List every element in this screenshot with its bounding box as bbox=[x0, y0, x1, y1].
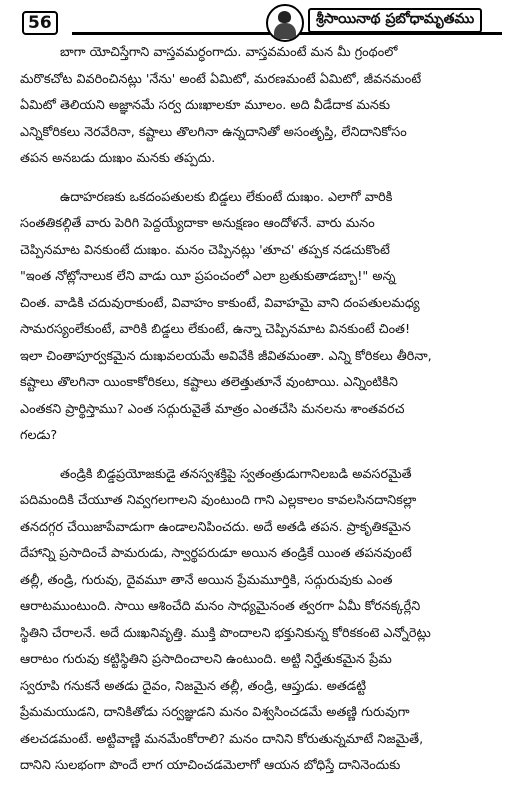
page-header bbox=[8, 6, 510, 36]
text-line: సామరస్యంలేకుంటే, వారికి బిడ్డలు లేకుంటే, ఉన్నా చెప్పినమాట వినకుంటే చింత! bbox=[20, 322, 411, 337]
text-line: గలడు? bbox=[20, 428, 58, 443]
paragraph bbox=[20, 185, 506, 450]
text-line: స్వరూపి గనుకనే అతడు దైవం, నిజమైన తల్లీ, తండ్రి, ఆప్తుడు. అతడట్టి bbox=[20, 678, 367, 694]
text-line: తపన అనబడు దుఃఖం మనకు తప్పదు. bbox=[20, 151, 216, 166]
text-line: మరొకచోట వివరించినట్లు 'నేను' అంటే ఏమిటో, మరణమంటే ఏమిటో, జీవనమంటే bbox=[20, 71, 422, 87]
text-line: చింత. వాడికి చదువురాకుంటే, వివాహం కాకుంటే, వివాహమై వాని దంపతులమధ్య bbox=[20, 295, 420, 311]
running-title: శ్రీసాయినాథ ప్రబోధామృతము bbox=[308, 8, 482, 33]
page-number: 56 bbox=[22, 11, 58, 35]
paragraph bbox=[20, 462, 506, 780]
text-line: దేహాన్ని ప్రసాదించే పామరుడు, స్వార్థపరుడూ అయిన తండ్రికే యింత తపనవుంటే bbox=[20, 546, 412, 561]
text-line: ఉదాహరణకు ఒకదంపతులకు బిడ్డలు లేకుంటే దుఃఖం. ఎలాగో వారికి bbox=[60, 189, 393, 205]
text-line: ఏమిటో తెలియని అజ్ఞానమే సర్వ దుఃఖాలకూ మూలం. అది వీడేదాక మనకు bbox=[20, 98, 391, 113]
text-line: ఆరాటం గురువు కట్టిస్థితిని ప్రసాదించాలని ఉంటుంది. అట్టి నిర్హేతుకమైన ప్రేమ bbox=[20, 652, 392, 667]
text-line: తనదగ్గర చేయిజాపేవాడుగా ఉండాలనిపించదు. అదే అతడి తపన. ప్రాకృతికమైన bbox=[20, 519, 411, 535]
text-line: బాగా యోచిస్తేగాని వాస్తవమర్ధంగాదు. వాస్తవమంటే మన మీ గ్రంథంలో bbox=[60, 45, 398, 60]
body-text bbox=[20, 40, 506, 792]
text-line: "ఇంత నోట్లోనాలుక లేని వాడు యీ ప్రపంచంలో ఎలా బ్రతుకుతాడబ్బా!" అన్న bbox=[20, 269, 396, 284]
text-line: దానిని సులభంగా పొందే లాగ యాచించడమెలాగో ఆయన బోధిస్తే దానినెందుకు bbox=[20, 758, 401, 773]
text-line: తండ్రికి బిడ్డప్రయోజకుడై తనస్వశక్తిపై స్వతంత్రుడుగానిలబడి అవసరమైతే bbox=[60, 466, 412, 482]
paragraph bbox=[20, 40, 506, 173]
text-line: చెప్పినమాట వినకుంటే దుఃఖం. మనం చెప్పినట్లు 'తూచ' తప్పక నడచుకొంటే bbox=[20, 242, 390, 258]
text-line: పదిమందికి చేయూత నివ్వగలగాలని వుంటుంది గాని ఎల్లకాలం కావలసినదానికల్లా bbox=[20, 493, 417, 508]
text-line: ప్రేమమయుడని, దానికితోడు సర్వజ్ఞుడని మనం విశ్వసించడమే అతణ్ణి గురువుగా bbox=[20, 705, 410, 720]
text-line: స్థితిని చేరాలనే. అదే దుఃఖనివృత్తి. ముక్తి పొందాలని భక్తునికున్న కోరికకంటె ఎన్నోరెట్లు bbox=[20, 625, 431, 641]
text-line: తలచడమంటే. అట్టివాణ్ణి మనమేంకోరాలి? మనం దానిని కోరుతున్నమాటే నిజమైతే, bbox=[20, 731, 424, 747]
text-line: ఆరాటముంటుంది. సాయి ఆశించేది మనం సాధ్యమైనంత త్వరగా ఏమీ కోరనక్కర్లేని bbox=[20, 599, 421, 614]
text-line: ఇలా చింతాపూర్వకమైన దుఃఖవలయమే అవివేకి జీవితమంతా. ఎన్ని కోరికలు తీరినా, bbox=[20, 348, 432, 364]
text-line: కష్టాలు తొలగినా యింకాకోరికలు, కష్టాలు తలెత్తుతూనే వుంటాయి. ఎన్నింటికిని bbox=[20, 375, 398, 390]
text-line: తల్లీ, తండ్రి, గురువు, దైవమూ తానే అయిన ప్రేమమూర్తికి, సద్గురువుకు ఎంత bbox=[20, 572, 393, 588]
text-line: సంతతికల్గితే వారు పెరిగి పెద్దయ్యేదాకా అనుక్షణం ఆందోళనే. వారు మనం bbox=[20, 216, 375, 231]
text-line: ఎన్నికోరికలు నెరవేరినా, కష్టాలు తొలగినా ఉన్నదానితో అసంతృప్తి, లేనిదానికోసం bbox=[20, 124, 407, 140]
text-line: ఎంతకని ప్రార్థిస్తాము? ఎంత సద్గురువైతే మాత్రం ఎంతచేసి మనలను శాంతవరచ bbox=[20, 401, 405, 417]
sai-baba-portrait-icon bbox=[266, 4, 304, 42]
